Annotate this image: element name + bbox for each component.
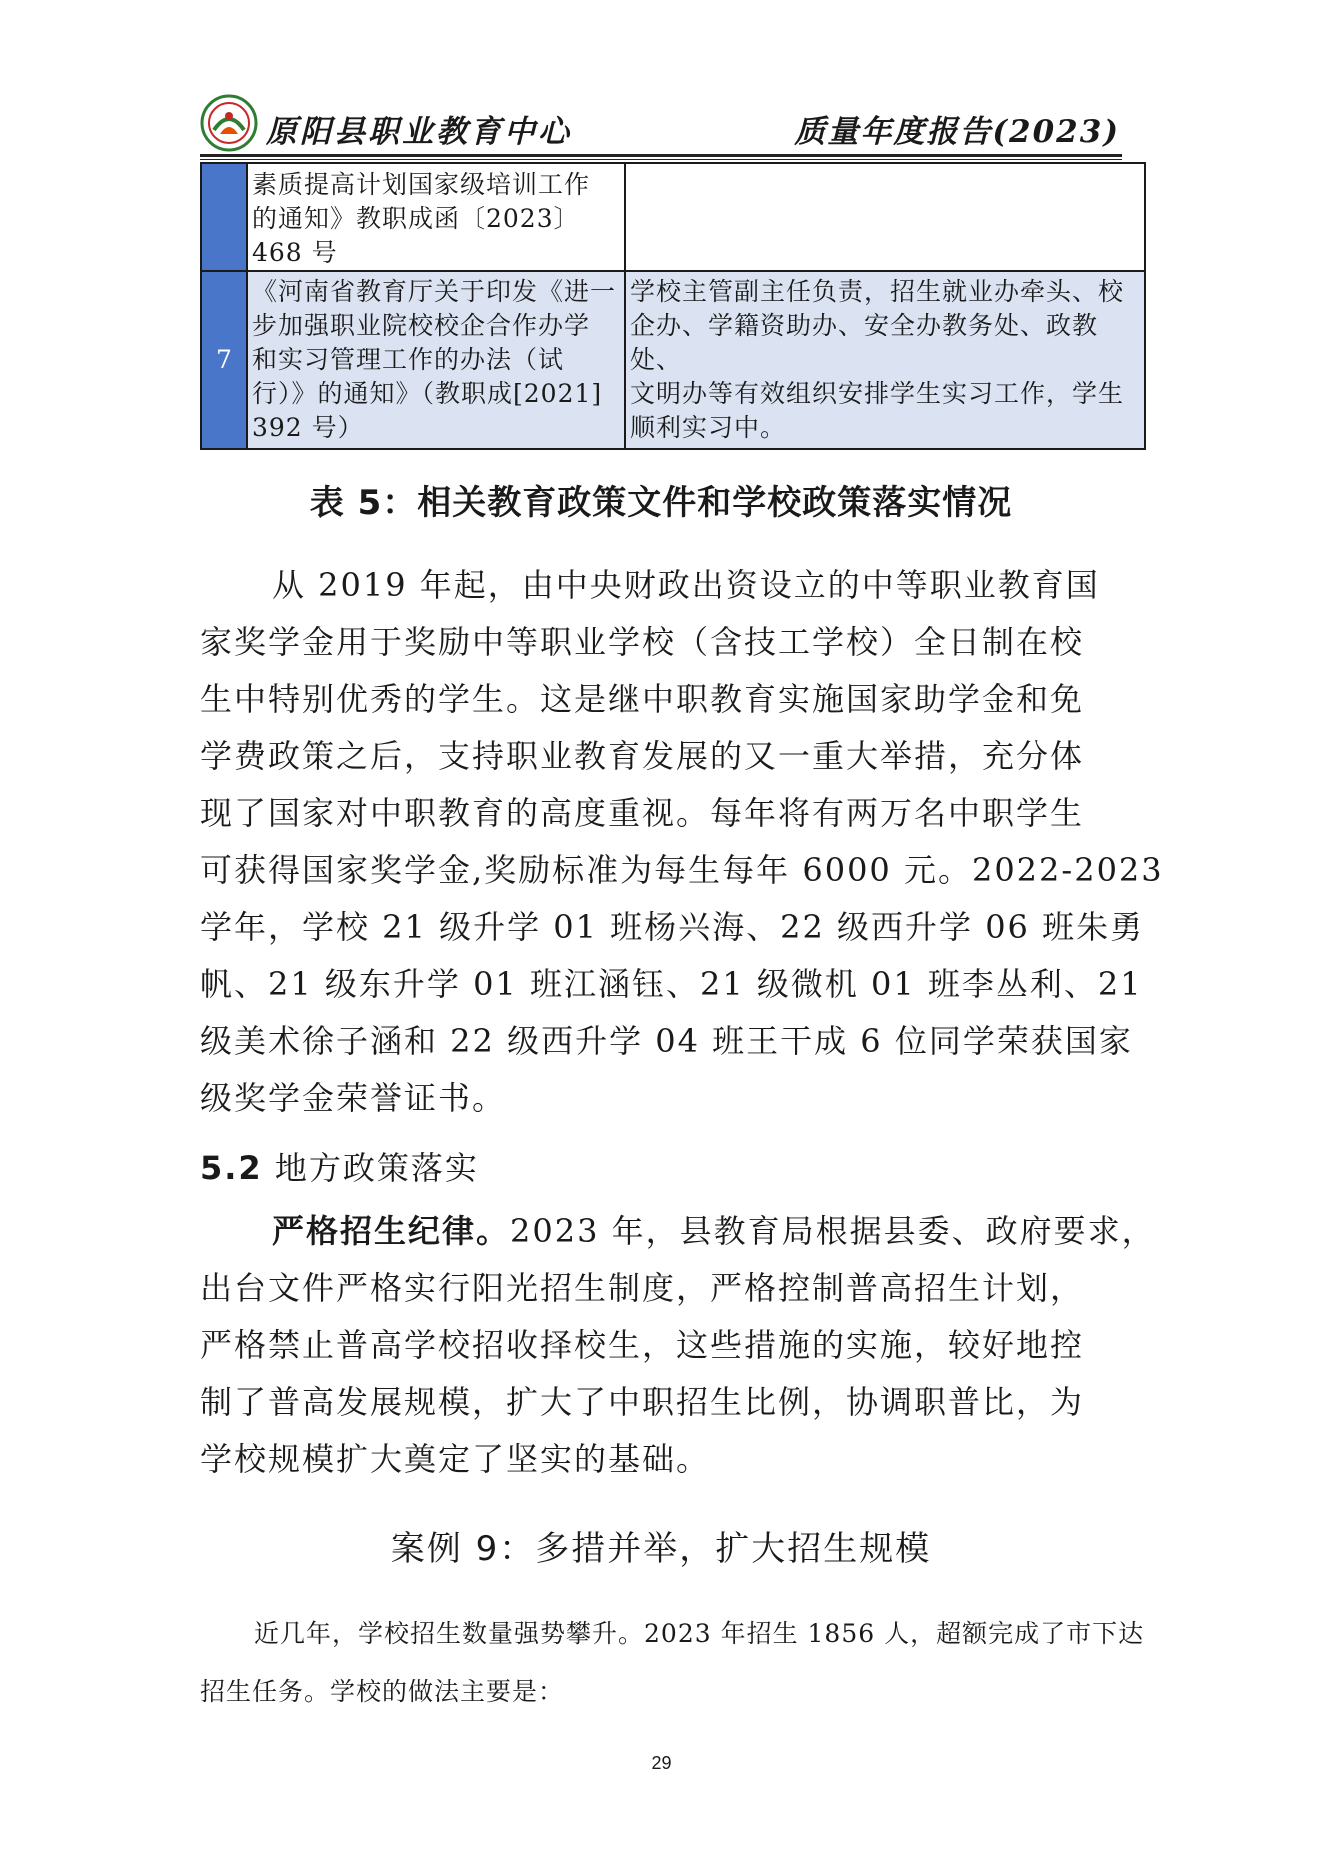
policy-document-cell (247, 271, 625, 449)
case-title: 案例 9：多措并举，扩大招生规模 (390, 1529, 932, 1569)
header-rule (200, 154, 1122, 157)
row-number-cell (201, 163, 247, 271)
text-line: 现了国家对中职教育的高度重视。每年将有两万名中职学生 (200, 794, 1085, 832)
text-line: 学费政策之后，支持职业教育发展的又一重大举措，充分体 (200, 737, 1085, 775)
text-line: 出台文件严格实行阳光招生制度，严格控制普高招生计划， (200, 1269, 1085, 1307)
text-line: 家奖学金用于奖励中等职业学校（含技工学校）全日制在校 (200, 623, 1085, 661)
policy-document-cell (247, 163, 625, 271)
cell-line: 学校主管副主任负责，招生就业办牵头、校 (630, 277, 1125, 306)
header-rule-thin (200, 159, 1122, 160)
text-line: 学校规模扩大奠定了坚实的基础。 (200, 1440, 711, 1478)
lead-phrase: 严格招生纪律。 (272, 1212, 511, 1250)
page-number: 29 (651, 1753, 672, 1773)
page-header (200, 92, 1120, 152)
row-number-cell: 7 (201, 271, 247, 449)
scholarship-paragraph (200, 557, 1164, 1127)
section-heading (200, 1143, 479, 1189)
cell-line: 《河南省教育厅关于印发《进一 (252, 277, 617, 306)
cell-line: 的通知》教职成函〔2023〕468 号 (252, 204, 580, 267)
cell-line: 文明办等有效组织安排学生实习工作，学生 (630, 379, 1125, 408)
cell-line: 行）》的通知》（教职成[2021] (252, 379, 603, 408)
text-line: 帆、21 级东升学 01 班江涵钰、21 级微机 01 班李丛利、21 (200, 965, 1143, 1003)
text-line: 招生任务。学校的做法主要是： (200, 1677, 565, 1706)
school-logo-icon (200, 94, 258, 152)
cell-line: 392 号） (252, 413, 364, 442)
cell-line: 企办、学籍资助办、安全办教务处、政教处、 (630, 311, 1099, 374)
text-line: 严格禁止普高学校招收择校生，这些措施的实施，较好地控 (200, 1326, 1085, 1364)
section-number: 5.2 (200, 1149, 263, 1187)
text-line: 从 2019 年起，由中央财政出资设立的中等职业教育国 (272, 566, 1100, 604)
section-title: 地方政策落实 (274, 1149, 479, 1187)
text-line: 生中特别优秀的学生。这是继中职教育实施国家助学金和免 (200, 680, 1085, 718)
cell-line: 步加强职业院校校企合作办学 (252, 311, 591, 340)
school-name: 原阳县职业教育中心 (266, 114, 572, 150)
text-line (200, 1203, 1156, 1260)
text-line: 制了普高发展规模，扩大了中职招生比例，协调职普比，为 (200, 1383, 1085, 1421)
table-caption: 表 5：相关教育政策文件和学校政策落实情况 (309, 483, 1013, 523)
policy-table (200, 162, 1146, 450)
text-line: 近几年，学校招生数量强势攀升。2023 年招生 1856 人，超额完成了市下达 (254, 1619, 1145, 1648)
text-line: 可获得国家奖学金,奖励标准为每生每年 6000 元。2022-2023 (200, 851, 1164, 889)
implementation-cell (625, 163, 1145, 271)
cell-line: 素质提高计划国家级培训工作 (252, 170, 591, 199)
table-row (201, 271, 1145, 449)
text-span: 2023 年，县教育局根据县委、政府要求， (510, 1212, 1156, 1250)
text-line: 级奖学金荣誉证书。 (200, 1079, 507, 1117)
text-line: 级美术徐子涵和 22 级西升学 04 班王干成 6 位同学荣获国家 (200, 1022, 1133, 1060)
implementation-cell (625, 271, 1145, 449)
cell-line: 顺利实习中。 (630, 413, 787, 442)
table-row (201, 163, 1145, 271)
cell-line: 和实习管理工作的办法（试 (252, 345, 565, 374)
enrollment-paragraph (200, 1203, 1156, 1488)
text-line: 学年，学校 21 级升学 01 班杨兴海、22 级西升学 06 班朱勇 (200, 908, 1145, 946)
case-paragraph (200, 1605, 1145, 1721)
report-title: 质量年度报告(2023) (794, 114, 1120, 150)
